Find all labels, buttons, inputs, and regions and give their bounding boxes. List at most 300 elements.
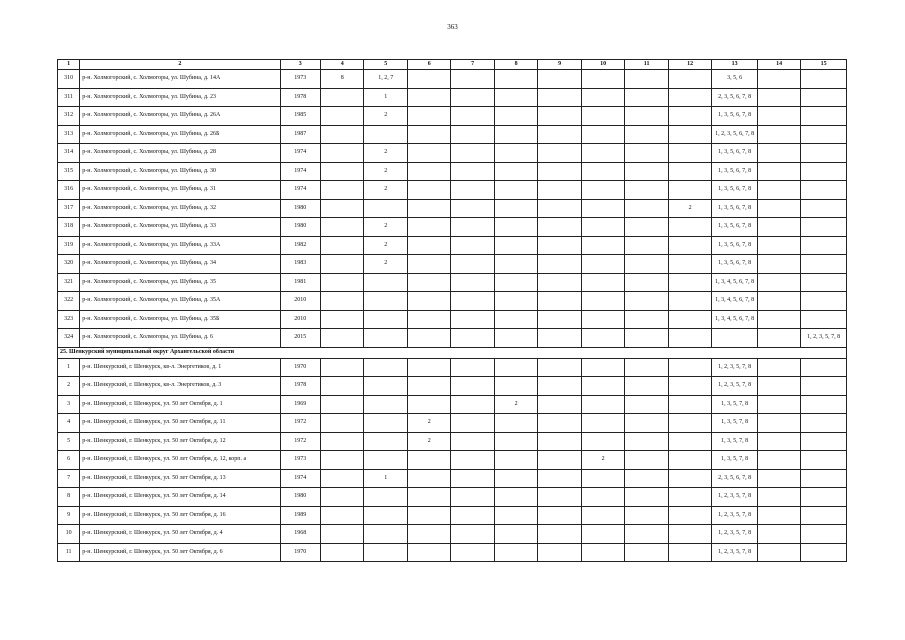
table-cell: 1972 (280, 414, 320, 433)
table-cell (407, 377, 450, 396)
table-cell (494, 218, 537, 237)
table-cell (801, 88, 847, 107)
table-cell: 1983 (280, 255, 320, 274)
column-header: 6 (407, 60, 450, 70)
table-cell (320, 292, 363, 311)
table-cell (407, 181, 450, 200)
table-cell: 313 (58, 125, 80, 144)
address-cell: р-н. Холмогорский, с. Холмогоры, ул. Шубина, д. 28 (80, 144, 280, 163)
table-cell (364, 125, 407, 144)
table-cell: 2, 3, 5, 6, 7, 8 (712, 469, 758, 488)
table-cell (668, 107, 711, 126)
table-cell: 1, 3, 5, 6, 7, 8 (712, 181, 758, 200)
column-header: 7 (451, 60, 494, 70)
table-cell (757, 414, 800, 433)
table-cell (581, 218, 624, 237)
table-cell (625, 525, 668, 544)
address-cell: р-н. Холмогорский, с. Холмогоры, ул. Шубина, д. 14А (80, 70, 280, 89)
table-cell (538, 543, 581, 562)
table-cell: 4 (58, 414, 80, 433)
address-cell: р-н. Холмогорский, с. Холмогоры, ул. Шубина, д. 32 (80, 199, 280, 218)
table-cell (625, 181, 668, 200)
table-cell: 1985 (280, 107, 320, 126)
table-cell (451, 506, 494, 525)
address-cell: р-н. Холмогорский, с. Холмогоры, ул. Шубина, д. 33 (80, 218, 280, 237)
table-cell (668, 88, 711, 107)
table-cell (407, 329, 450, 348)
table-cell (451, 432, 494, 451)
table-cell: 1, 2, 7 (364, 70, 407, 89)
table-cell (668, 70, 711, 89)
table-cell: 2010 (280, 310, 320, 329)
table-cell: 1981 (280, 273, 320, 292)
table-cell (757, 543, 800, 562)
table-cell (538, 199, 581, 218)
table-cell: 1 (364, 88, 407, 107)
section-group (58, 347, 847, 358)
table-cell (494, 107, 537, 126)
table-row (58, 181, 847, 200)
table-cell (757, 525, 800, 544)
table-cell: 317 (58, 199, 80, 218)
table-cell (581, 255, 624, 274)
table-cell (494, 358, 537, 377)
table-cell: 1, 2, 3, 5, 7, 8 (801, 329, 847, 348)
table-cell (320, 414, 363, 433)
table-cell (801, 358, 847, 377)
table-cell (538, 70, 581, 89)
table-cell: 1, 3, 5, 6, 7, 8 (712, 144, 758, 163)
table-cell: 11 (58, 543, 80, 562)
table-cell (407, 506, 450, 525)
table-cell (451, 181, 494, 200)
table-cell (320, 125, 363, 144)
table-cell (407, 543, 450, 562)
table-cell (494, 292, 537, 311)
table-cell (757, 310, 800, 329)
table-cell (494, 125, 537, 144)
table-cell (494, 377, 537, 396)
table-row (58, 377, 847, 396)
table-cell (625, 273, 668, 292)
table-cell: 9 (58, 506, 80, 525)
table-cell (451, 162, 494, 181)
table-cell (407, 218, 450, 237)
table-cell (581, 469, 624, 488)
table-cell: 2015 (280, 329, 320, 348)
table-cell (668, 292, 711, 311)
table-cell (801, 395, 847, 414)
table-cell (451, 236, 494, 255)
table-cell (581, 107, 624, 126)
table-cell: 1978 (280, 88, 320, 107)
rows-group-holmogorsky (58, 70, 847, 348)
table-cell (451, 395, 494, 414)
table-cell (801, 181, 847, 200)
address-cell: р-н. Холмогорский, с. Холмогоры, ул. Шубина, д. 33А (80, 236, 280, 255)
table-cell (757, 144, 800, 163)
table-cell (320, 88, 363, 107)
column-header: 14 (757, 60, 800, 70)
table-cell (538, 506, 581, 525)
table-cell (581, 506, 624, 525)
table-row (58, 255, 847, 274)
table-cell (801, 107, 847, 126)
table-cell (581, 125, 624, 144)
table-cell (757, 506, 800, 525)
table-cell (668, 525, 711, 544)
table-cell (494, 273, 537, 292)
table-cell (801, 506, 847, 525)
table-cell: 323 (58, 310, 80, 329)
table-cell (581, 273, 624, 292)
table-cell (364, 329, 407, 348)
table-row (58, 451, 847, 470)
table-cell (538, 488, 581, 507)
table-cell (625, 144, 668, 163)
table-cell: 1, 3, 5, 6, 7, 8 (712, 236, 758, 255)
table-cell: 315 (58, 162, 80, 181)
table-cell (581, 329, 624, 348)
table-cell (538, 358, 581, 377)
table-cell (407, 395, 450, 414)
table-row (58, 506, 847, 525)
address-cell: р-н. Холмогорский, с. Холмогоры, ул. Шубина, д. 34 (80, 255, 280, 274)
table-cell (451, 358, 494, 377)
table-cell (801, 236, 847, 255)
table-cell (538, 181, 581, 200)
table-cell (364, 358, 407, 377)
table-cell (801, 525, 847, 544)
table-cell (625, 432, 668, 451)
table-cell (494, 310, 537, 329)
table-cell (451, 255, 494, 274)
table-cell (407, 451, 450, 470)
table-cell (625, 329, 668, 348)
table-cell (364, 273, 407, 292)
table-cell (407, 310, 450, 329)
table-cell: 1973 (280, 451, 320, 470)
table-cell (801, 377, 847, 396)
table-cell: 1, 3, 5, 7, 8 (712, 395, 758, 414)
table-cell (538, 273, 581, 292)
table-cell: 10 (58, 525, 80, 544)
table-cell (364, 414, 407, 433)
table-cell: 1, 2, 3, 5, 6, 7, 8 (712, 125, 758, 144)
table-cell (801, 218, 847, 237)
table-cell (801, 199, 847, 218)
table-row (58, 310, 847, 329)
column-header: 2 (80, 60, 280, 70)
column-header: 3 (280, 60, 320, 70)
table-cell: 2 (581, 451, 624, 470)
table-cell (538, 88, 581, 107)
table-cell (801, 469, 847, 488)
table-cell (625, 255, 668, 274)
table-cell (320, 218, 363, 237)
table-cell (668, 506, 711, 525)
table-cell: 1978 (280, 377, 320, 396)
table-cell (625, 70, 668, 89)
table-cell (757, 432, 800, 451)
table-cell (451, 488, 494, 507)
column-header: 9 (538, 60, 581, 70)
table-cell (625, 236, 668, 255)
table-cell (625, 377, 668, 396)
table-cell (757, 125, 800, 144)
table-row (58, 432, 847, 451)
table-cell (451, 125, 494, 144)
table-cell: 1968 (280, 525, 320, 544)
address-cell: р-н. Шенкурский, г. Шенкурск, кв-л. Энергетиков, д. 1 (80, 358, 280, 377)
table-cell (668, 255, 711, 274)
table-cell (451, 525, 494, 544)
table-cell (364, 451, 407, 470)
table-cell (538, 377, 581, 396)
table-cell (757, 162, 800, 181)
table-cell: 2 (407, 414, 450, 433)
address-cell: р-н. Шенкурский, г. Шенкурск, ул. 50 лет Октября, д. 12, корп. а (80, 451, 280, 470)
table-cell (625, 488, 668, 507)
table-cell (320, 107, 363, 126)
page-number: 363 (447, 23, 458, 31)
table-cell: 2 (364, 218, 407, 237)
table-cell: 2 (407, 432, 450, 451)
table-cell (451, 414, 494, 433)
table-cell (538, 162, 581, 181)
table-row (58, 292, 847, 311)
table-row (58, 236, 847, 255)
table-cell (407, 236, 450, 255)
table-cell (801, 125, 847, 144)
table-cell (451, 107, 494, 126)
table-cell (494, 255, 537, 274)
table-cell (712, 329, 758, 348)
table-cell: 1, 2, 3, 5, 7, 8 (712, 506, 758, 525)
table-cell (538, 451, 581, 470)
table-cell (320, 144, 363, 163)
table-cell (451, 218, 494, 237)
column-header: 12 (668, 60, 711, 70)
address-cell: р-н. Шенкурский, г. Шенкурск, ул. 50 лет Октября, д. 1 (80, 395, 280, 414)
table-cell: 1, 3, 4, 5, 6, 7, 8 (712, 310, 758, 329)
table-cell (581, 358, 624, 377)
table-cell: 2, 3, 5, 6, 7, 8 (712, 88, 758, 107)
table-cell: 314 (58, 144, 80, 163)
table-cell (494, 144, 537, 163)
table-cell: 1, 3, 4, 5, 6, 7, 8 (712, 292, 758, 311)
table-cell (581, 88, 624, 107)
rows-group-shenkursky (58, 358, 847, 562)
table-cell: 310 (58, 70, 80, 89)
table-cell: 3, 5, 6 (712, 70, 758, 89)
table-row (58, 543, 847, 562)
table-row (58, 525, 847, 544)
table-cell (364, 432, 407, 451)
registry-table (57, 59, 847, 562)
table-cell (407, 88, 450, 107)
table-cell: 1987 (280, 125, 320, 144)
address-cell: р-н. Шенкурский, г. Шенкурск, ул. 50 лет Октября, д. 13 (80, 469, 280, 488)
table-cell (625, 414, 668, 433)
table-cell (757, 199, 800, 218)
table-cell (668, 329, 711, 348)
table-cell (668, 236, 711, 255)
table-row (58, 273, 847, 292)
table-cell (320, 451, 363, 470)
table-cell (407, 358, 450, 377)
table-cell (320, 432, 363, 451)
table-cell (407, 125, 450, 144)
table-cell (494, 199, 537, 218)
address-cell: р-н. Шенкурский, г. Шенкурск, ул. 50 лет Октября, д. 6 (80, 543, 280, 562)
table-cell: 2 (58, 377, 80, 396)
table-cell (625, 125, 668, 144)
table-cell: 1, 3, 5, 6, 7, 8 (712, 162, 758, 181)
column-header: 8 (494, 60, 537, 70)
table-cell: 2 (364, 144, 407, 163)
table-cell (407, 488, 450, 507)
table-cell: 1, 2, 3, 5, 7, 8 (712, 525, 758, 544)
address-cell: р-н. Холмогорский, с. Холмогоры, ул. Шубина, д. 26Б (80, 125, 280, 144)
table-cell (581, 488, 624, 507)
table-cell (407, 162, 450, 181)
table-cell: 1, 3, 5, 7, 8 (712, 414, 758, 433)
table-cell: 2 (364, 255, 407, 274)
table-cell (581, 432, 624, 451)
table-cell: 2 (364, 181, 407, 200)
table-cell (668, 469, 711, 488)
table-cell (364, 292, 407, 311)
table-cell (451, 292, 494, 311)
table-cell (757, 377, 800, 396)
address-cell: р-н. Холмогорский, с. Холмогоры, ул. Шубина, д. 35Б (80, 310, 280, 329)
table-cell: 8 (58, 488, 80, 507)
table-cell (801, 310, 847, 329)
table-cell (538, 144, 581, 163)
table-cell (625, 218, 668, 237)
table-cell: 6 (58, 451, 80, 470)
table-cell (581, 310, 624, 329)
table-cell (364, 506, 407, 525)
table-cell: 319 (58, 236, 80, 255)
table-cell: 1969 (280, 395, 320, 414)
table-row (58, 329, 847, 348)
table-cell (364, 543, 407, 562)
table-cell (494, 329, 537, 348)
table-row (58, 469, 847, 488)
table-cell (757, 107, 800, 126)
table-row (58, 70, 847, 89)
table-cell: 1982 (280, 236, 320, 255)
table-cell (757, 88, 800, 107)
table-cell (801, 432, 847, 451)
table-cell (364, 525, 407, 544)
table-cell (757, 70, 800, 89)
table-cell (801, 451, 847, 470)
table-cell (451, 377, 494, 396)
table-cell (581, 414, 624, 433)
table-cell (320, 236, 363, 255)
table-row (58, 107, 847, 126)
column-header: 4 (320, 60, 363, 70)
table-cell (364, 199, 407, 218)
table-cell (538, 395, 581, 414)
table-cell (625, 469, 668, 488)
table-cell (538, 469, 581, 488)
table-cell (581, 395, 624, 414)
table-cell (494, 451, 537, 470)
table-cell (494, 506, 537, 525)
table-cell: 1, 3, 5, 7, 8 (712, 432, 758, 451)
table-cell (320, 395, 363, 414)
header-row (58, 60, 847, 70)
table-cell (581, 292, 624, 311)
table-cell: 312 (58, 107, 80, 126)
table-cell (801, 162, 847, 181)
table-cell: 1972 (280, 432, 320, 451)
table-cell (320, 181, 363, 200)
table-cell (625, 358, 668, 377)
table-cell (407, 525, 450, 544)
table-cell (757, 469, 800, 488)
table-cell (451, 70, 494, 89)
table-cell (668, 358, 711, 377)
table-cell: 1970 (280, 358, 320, 377)
table-cell: 318 (58, 218, 80, 237)
table-row (58, 199, 847, 218)
table-cell: 1 (364, 469, 407, 488)
address-cell: р-н. Шенкурский, г. Шенкурск, ул. 50 лет Октября, д. 11 (80, 414, 280, 433)
table-cell (451, 469, 494, 488)
table-cell (538, 218, 581, 237)
table-cell (668, 414, 711, 433)
table-cell: 3 (58, 395, 80, 414)
table-cell (451, 144, 494, 163)
table-cell (364, 395, 407, 414)
table-cell (320, 543, 363, 562)
table-cell (407, 273, 450, 292)
table-cell (407, 469, 450, 488)
table-cell (364, 377, 407, 396)
table-cell (494, 414, 537, 433)
table-cell (494, 236, 537, 255)
address-cell: р-н. Шенкурский, г. Шенкурск, ул. 50 лет Октября, д. 16 (80, 506, 280, 525)
table-cell (757, 181, 800, 200)
table-cell (801, 144, 847, 163)
table-cell: 2010 (280, 292, 320, 311)
table-cell (581, 236, 624, 255)
table-cell (757, 255, 800, 274)
table-cell: 1, 3, 5, 6, 7, 8 (712, 199, 758, 218)
table-cell (320, 358, 363, 377)
address-cell: р-н. Холмогорский, с. Холмогоры, ул. Шубина, д. 35 (80, 273, 280, 292)
table-cell (625, 543, 668, 562)
table-cell (757, 358, 800, 377)
table-row (58, 218, 847, 237)
table-cell: 1, 2, 3, 5, 7, 8 (712, 543, 758, 562)
table-cell (494, 181, 537, 200)
table-cell (757, 488, 800, 507)
table-cell (668, 181, 711, 200)
table-cell (451, 329, 494, 348)
table-cell (320, 273, 363, 292)
table-cell: 1, 3, 5, 6, 7, 8 (712, 107, 758, 126)
table-cell (625, 310, 668, 329)
table-cell (625, 506, 668, 525)
table-cell: 1970 (280, 543, 320, 562)
column-header: 5 (364, 60, 407, 70)
